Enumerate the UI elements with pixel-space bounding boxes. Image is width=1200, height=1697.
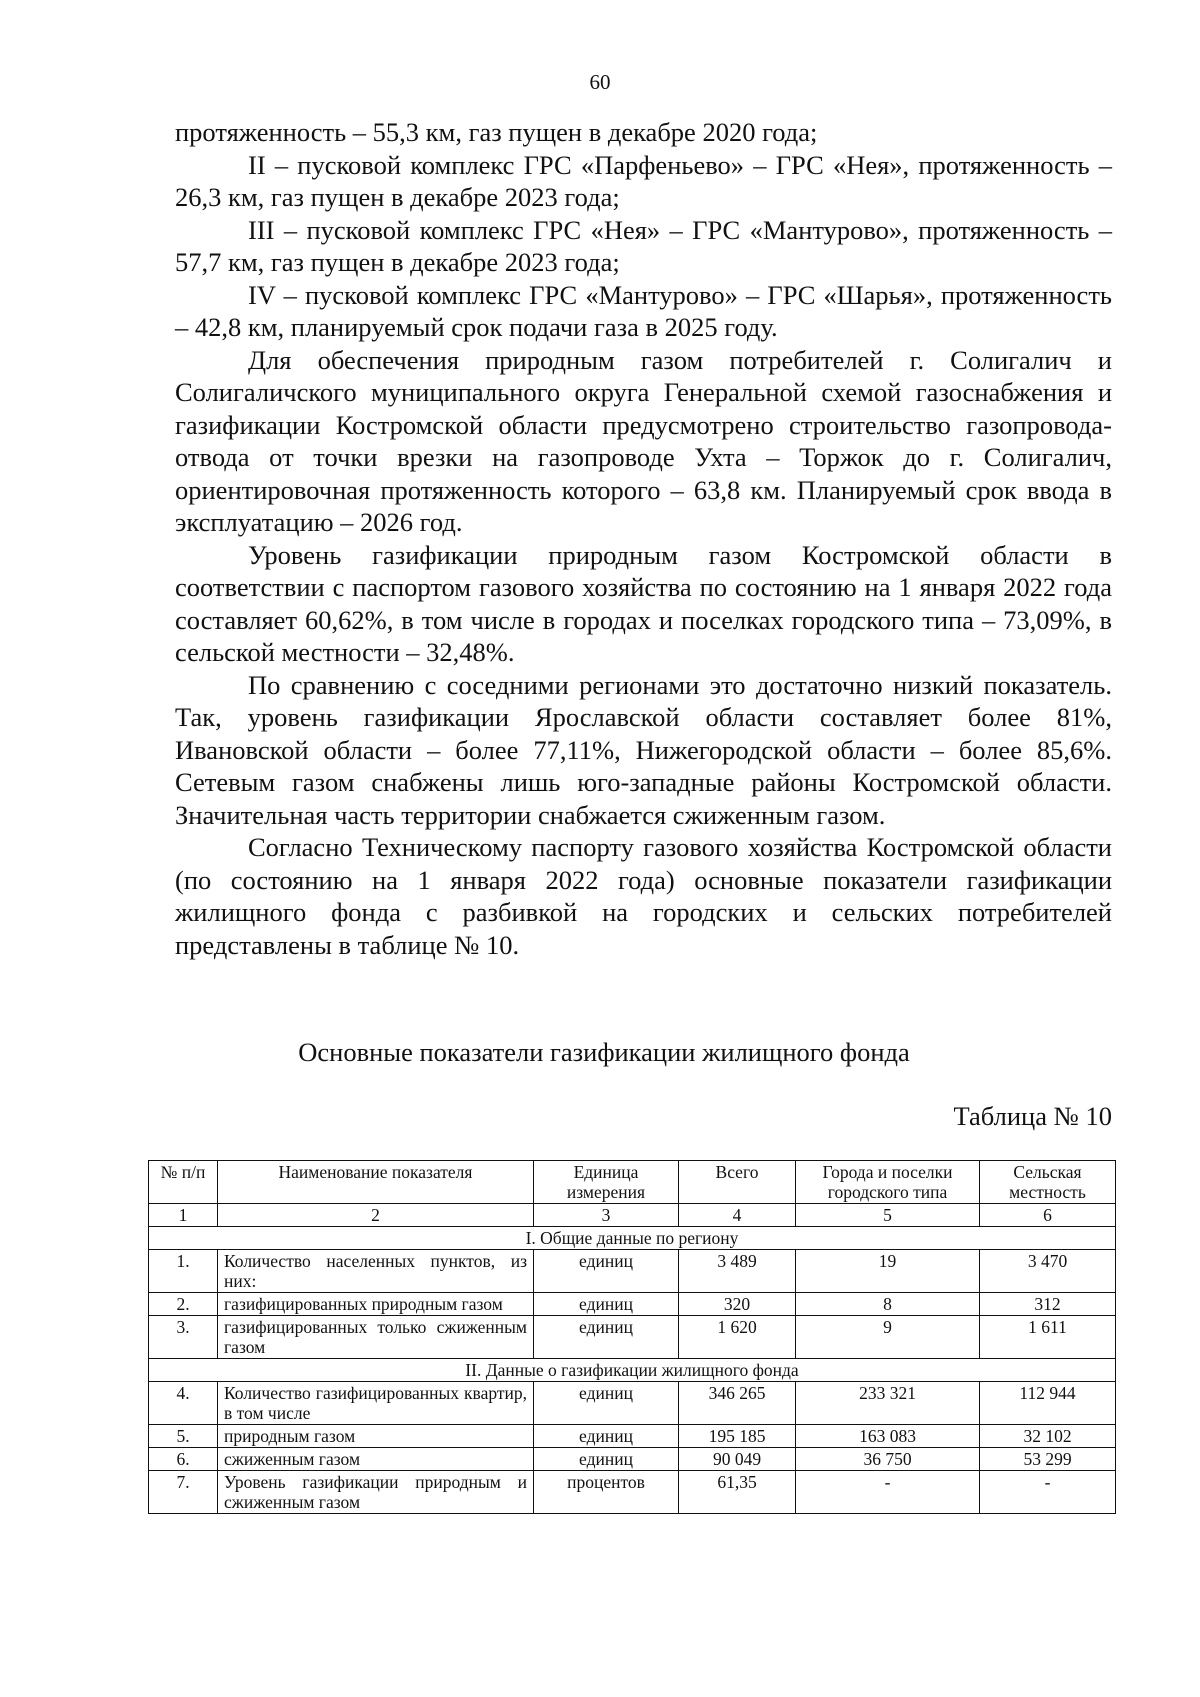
column-number: 6: [980, 1204, 1116, 1227]
row-name: Уровень газификации природным и сжиженным газом: [218, 1471, 534, 1514]
row-unit: единиц: [534, 1448, 679, 1471]
row-name: газифицированных только сжиженным газом: [218, 1316, 534, 1359]
row-unit: процентов: [534, 1471, 679, 1514]
row-number: 6.: [149, 1448, 218, 1471]
row-unit: единиц: [534, 1250, 679, 1293]
table-row: [149, 1425, 1116, 1448]
row-urban: 8: [796, 1293, 980, 1316]
row-rural: 32 102: [980, 1425, 1116, 1448]
table-row: [149, 1448, 1116, 1471]
section-title: I. Общие данные по региону: [149, 1227, 1116, 1250]
column-number: 1: [149, 1204, 218, 1227]
row-total: 90 049: [679, 1448, 796, 1471]
row-urban: 163 083: [796, 1425, 980, 1448]
row-urban: 9: [796, 1316, 980, 1359]
column-number: 2: [218, 1204, 534, 1227]
row-unit: единиц: [534, 1316, 679, 1359]
column-number: 5: [796, 1204, 980, 1227]
row-total: 1 620: [679, 1316, 796, 1359]
row-number: 3.: [149, 1316, 218, 1359]
header-total: Всего: [679, 1161, 796, 1204]
column-number-row: [149, 1204, 1116, 1227]
header-name: Наименование показателя: [218, 1161, 534, 1204]
header-number: № п/п: [149, 1161, 218, 1204]
row-urban: -: [796, 1471, 980, 1514]
column-number: 3: [534, 1204, 679, 1227]
row-urban: 36 750: [796, 1448, 980, 1471]
paragraph-5: Для обеспечения природным газом потребителей г. Солигалич и Солигаличского муниципального округа Генеральной схемой газоснабжения и газификации Костромской области предусмотрено строительство газопровода-отвода от точки врезки на газопроводе Ухта – Торжок до г. Солигалич, ориентировочная протяженность которого – 63,8 км. Планируемый срок ввода в эксплуатацию – 2026 год.: [175, 344, 1112, 537]
section-row: [149, 1359, 1116, 1382]
header-unit: Единица измерения: [534, 1161, 679, 1204]
paragraph-6: Уровень газификации природным газом Костромской области в соответствии с паспортом газового хозяйства по состоянию на 1 января 2022 года составляет 60,62%, в том числе в городах и поселках городского типа – 73,09%, в сельской местности – 32,48%.: [175, 539, 1112, 667]
row-total: 195 185: [679, 1425, 796, 1448]
paragraph-4: IV – пусковой комплекс ГРС «Мантурово» – ГРС «Шарья», протяженность – 42,8 км, планируемый срок подачи газа в 2025 году.: [175, 279, 1112, 342]
row-number: 5.: [149, 1425, 218, 1448]
header-rural: Сельская местность: [980, 1161, 1116, 1204]
table-header-row: [149, 1161, 1116, 1204]
section-title: II. Данные о газификации жилищного фонда: [149, 1359, 1116, 1382]
row-total: 3 489: [679, 1250, 796, 1293]
row-rural: 3 470: [980, 1250, 1116, 1293]
header-urban: Города и поселки городского типа: [796, 1161, 980, 1204]
row-unit: единиц: [534, 1425, 679, 1448]
table-row: [149, 1382, 1116, 1425]
table-row: [149, 1250, 1116, 1293]
paragraph-7: По сравнению с соседними регионами это достаточно низкий показатель. Так, уровень газификации Ярославской области составляет более 81%, Ивановской области – более 77,11%, Нижегородской области – более 85,6%. Сетевым газом снабжены лишь юго-западные районы Костромской области. Значительная часть территории снабжается сжиженным газом.: [175, 669, 1112, 830]
paragraph-1: протяженность – 55,3 км, газ пущен в декабре 2020 года;: [175, 117, 818, 147]
page-number: 60: [589, 70, 611, 94]
row-number: 1.: [149, 1250, 218, 1293]
row-number: 4.: [149, 1382, 218, 1425]
column-number: 4: [679, 1204, 796, 1227]
paragraph-8: Согласно Техническому паспорту газового хозяйства Костромской области (по состоянию на 1 января 2022 года) основные показатели газификации жилищного фонда с разбивкой на городских и сельских потребителей представлены в таблице № 10.: [175, 832, 1112, 960]
row-rural: 112 944: [980, 1382, 1116, 1425]
body-text: [175, 116, 1112, 961]
table-row: [149, 1471, 1116, 1514]
row-total: 346 265: [679, 1382, 796, 1425]
row-urban: 19: [796, 1250, 980, 1293]
row-total: 61,35: [679, 1471, 796, 1514]
row-rural: -: [980, 1471, 1116, 1514]
table-row: [149, 1293, 1116, 1316]
row-number: 2.: [149, 1293, 218, 1316]
row-urban: 233 321: [796, 1382, 980, 1425]
row-name: природным газом: [218, 1425, 534, 1448]
row-rural: 1 611: [980, 1316, 1116, 1359]
table-row: [149, 1316, 1116, 1359]
table-caption: Таблица № 10: [953, 1101, 1112, 1131]
section-row: [149, 1227, 1116, 1250]
gasification-table: [148, 1160, 1116, 1514]
paragraph-2: II – пусковой комплекс ГРС «Парфеньево» – ГРС «Нея», протяженность – 26,3 км, газ пущен в декабре 2023 года;: [175, 149, 1112, 212]
row-name: сжиженным газом: [218, 1448, 534, 1471]
row-unit: единиц: [534, 1382, 679, 1425]
row-rural: 53 299: [980, 1448, 1116, 1471]
paragraph-3: III – пусковой комплекс ГРС «Нея» – ГРС «Мантурово», протяженность – 57,7 км, газ пущен в декабре 2023 года;: [175, 214, 1112, 277]
row-name: Количество газифицированных квартир, в том числе: [218, 1382, 534, 1425]
row-rural: 312: [980, 1293, 1116, 1316]
row-name: газифицированных природным газом: [218, 1293, 534, 1316]
table-title: Основные показатели газификации жилищного фонда: [298, 1037, 910, 1067]
row-number: 7.: [149, 1471, 218, 1514]
row-total: 320: [679, 1293, 796, 1316]
row-name: Количество населенных пунктов, из них:: [218, 1250, 534, 1293]
row-unit: единиц: [534, 1293, 679, 1316]
